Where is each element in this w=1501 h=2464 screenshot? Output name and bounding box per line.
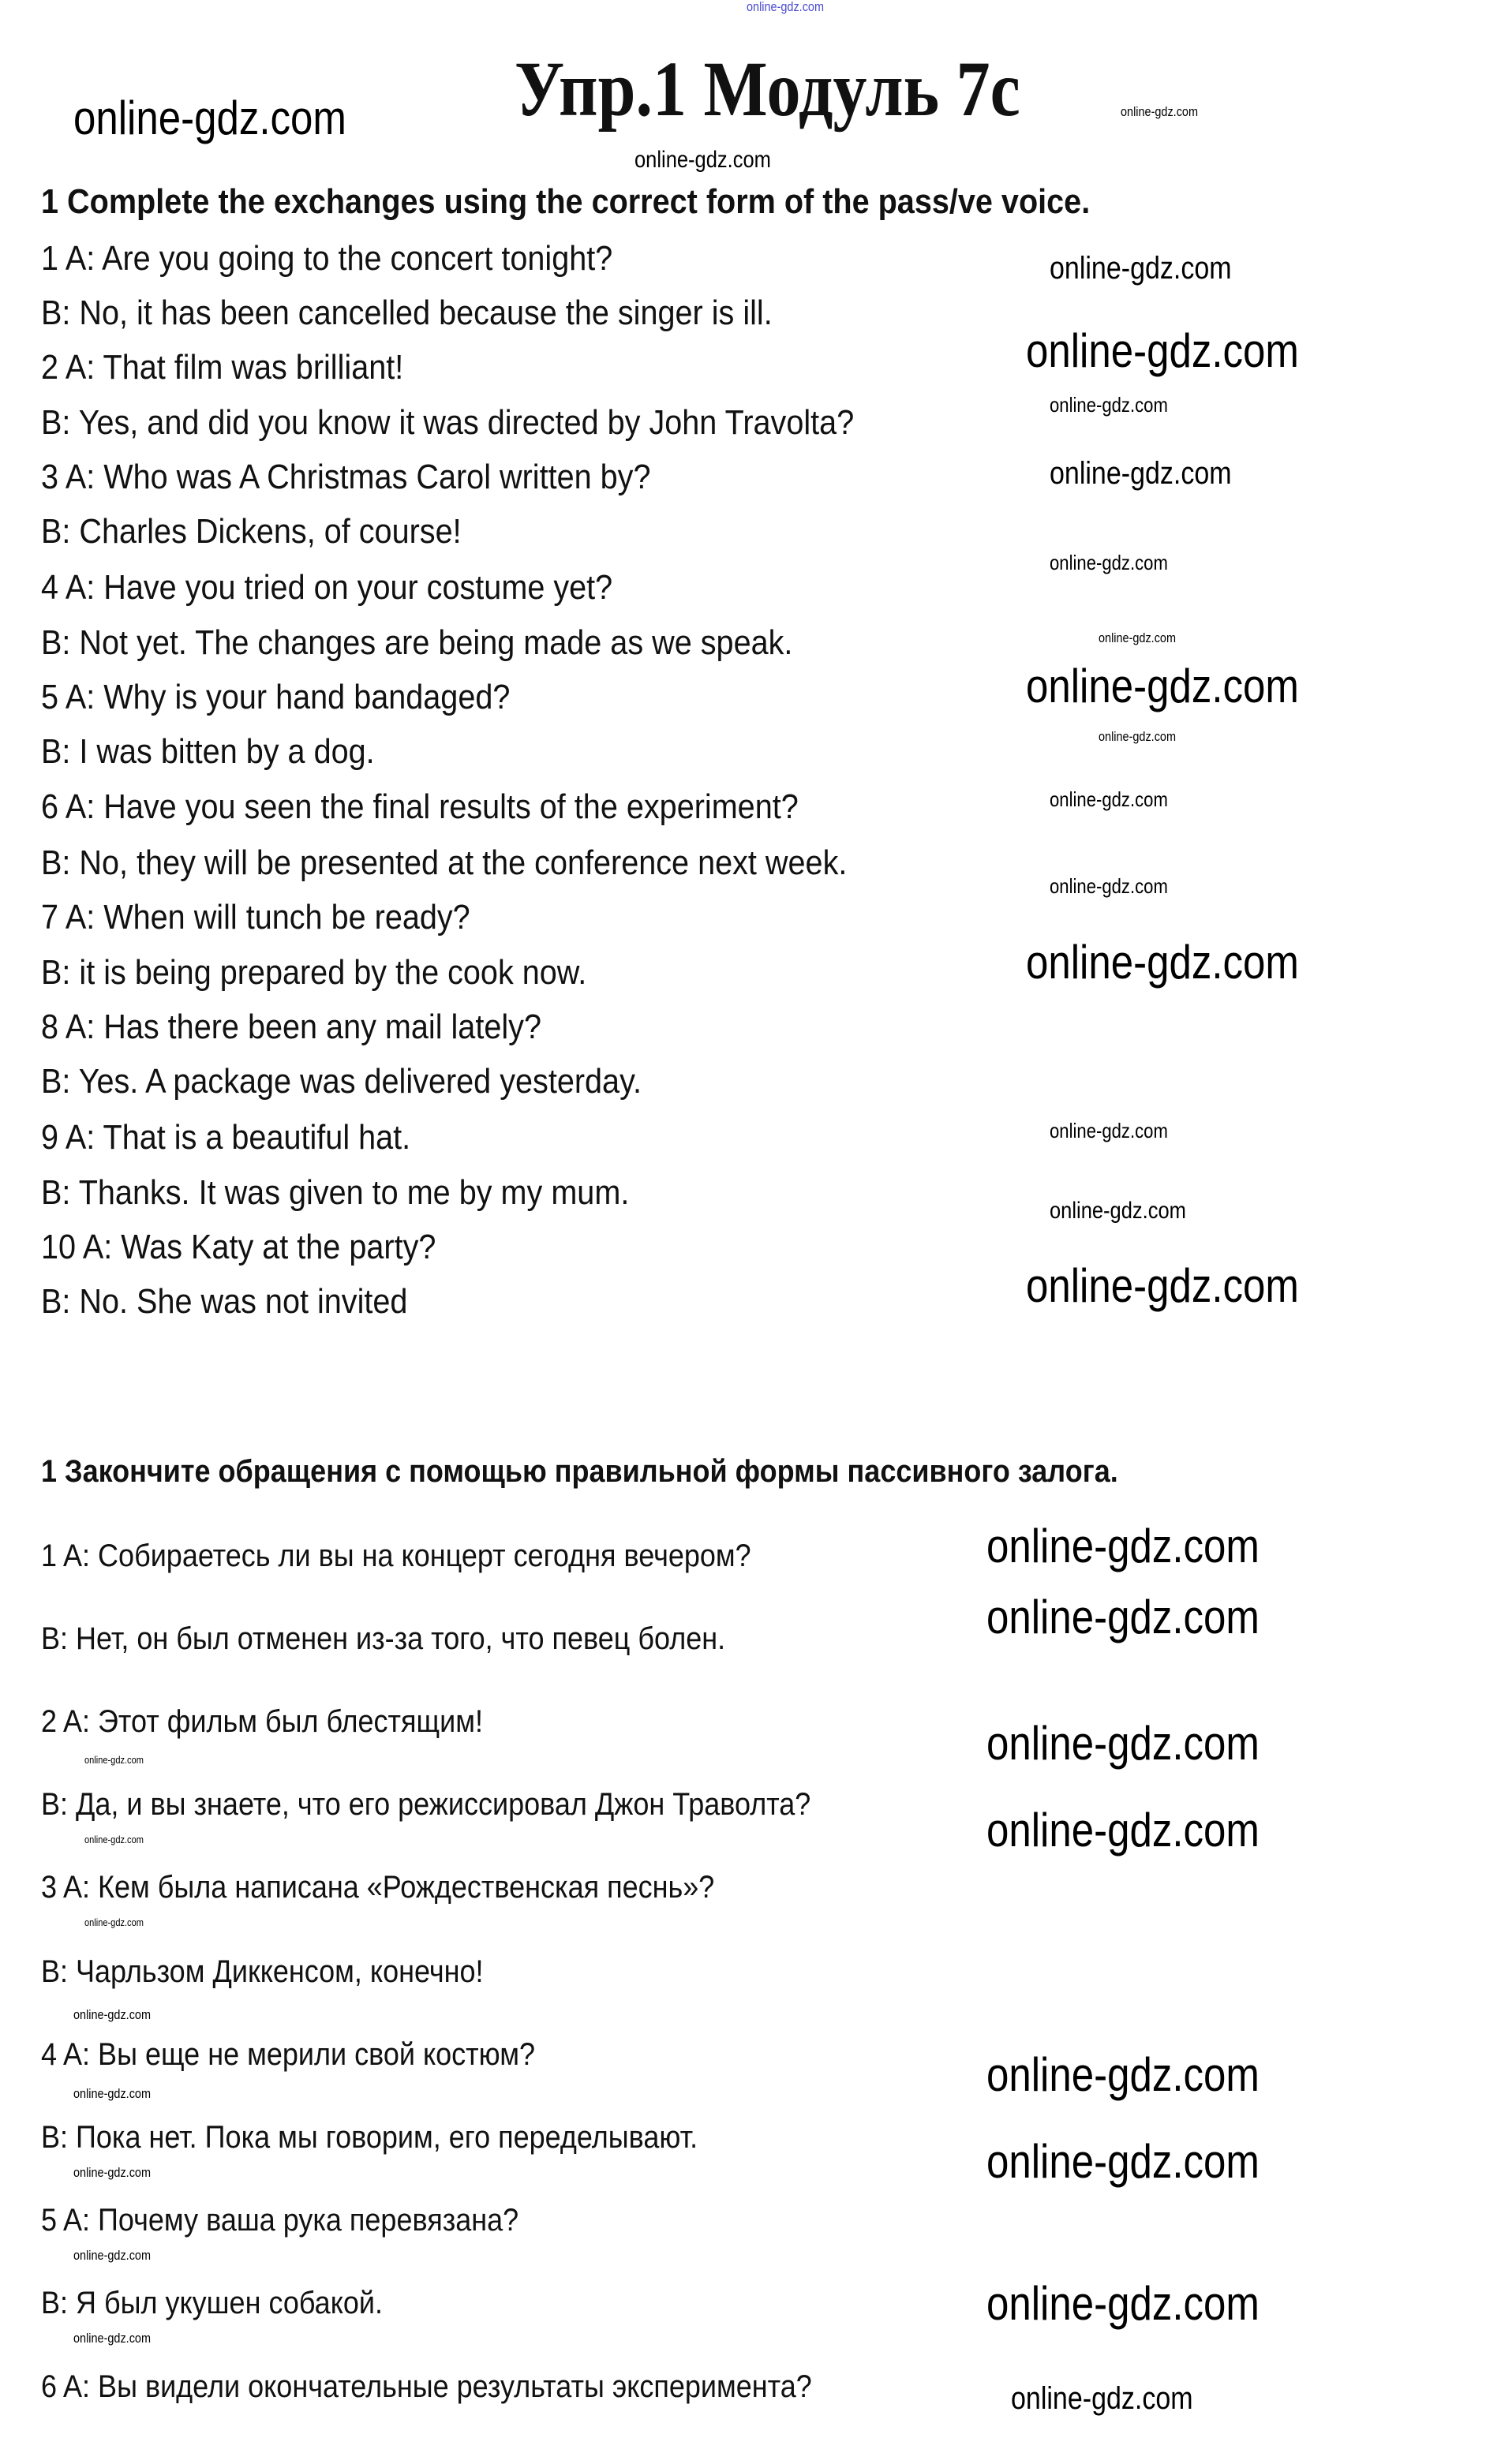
watermark: online-gdz.com — [73, 2331, 151, 2346]
watermark: online-gdz.com — [1050, 251, 1232, 286]
exchange-line: B: Нет, он был отменен из-за того, что певец болен. — [41, 1621, 726, 1656]
watermark: online-gdz.com — [1026, 1259, 1299, 1312]
watermark: online-gdz.com — [73, 92, 346, 144]
exchange-line: 7 A: When will tunch be ready? — [41, 898, 470, 937]
exercise-heading-en: 1 Complete the exchanges using the correct form of the pass/ve voice. — [41, 182, 1091, 221]
exchange-line: B: No, they will be presented at the conference next week. — [41, 843, 848, 882]
watermark: online-gdz.com — [1050, 456, 1232, 491]
exchange-line: 4 A: Have you tried on your costume yet? — [41, 568, 613, 607]
page-title: Упр.1 Модуль 7с — [515, 45, 1020, 133]
exchange-line: 8 A: Has there been any mail lately? — [41, 1008, 541, 1046]
exchange-line: B: Yes, and did you know it was directed by John Travolta? — [41, 403, 855, 442]
watermark: online-gdz.com — [986, 2135, 1260, 2188]
exchange-line: B: it is being prepared by the cook now. — [41, 953, 587, 992]
exchange-line: B: Пока нет. Пока мы говорим, его переделывают. — [41, 2120, 698, 2155]
watermark: online-gdz.com — [986, 2277, 1260, 2330]
exchange-line: 4 A: Вы еще не мерили свой костюм? — [41, 2037, 536, 2072]
watermark: online-gdz.com — [84, 1916, 144, 1928]
exchange-line: 3 A: Who was A Christmas Carol written by? — [41, 458, 651, 496]
watermark: online-gdz.com — [634, 147, 771, 173]
exchange-line: 5 A: Why is your hand bandaged? — [41, 678, 511, 716]
watermark: online-gdz.com — [1050, 551, 1168, 574]
exchange-line: B: No. She was not invited — [41, 1282, 408, 1321]
watermark: online-gdz.com — [986, 1520, 1260, 1572]
exchange-line: B: Charles Dickens, of course! — [41, 512, 462, 551]
watermark: online-gdz.com — [1099, 729, 1176, 744]
watermark: online-gdz.com — [1099, 630, 1176, 645]
exchange-line: 6 A: Have you seen the final results of the experiment? — [41, 787, 799, 826]
watermark: online-gdz.com — [73, 2248, 151, 2263]
watermark: online-gdz.com — [1050, 874, 1168, 898]
exchange-line: B: Я был укушен собакой. — [41, 2286, 383, 2320]
watermark: online-gdz.com — [84, 1834, 144, 1845]
watermark: online-gdz.com — [1050, 787, 1168, 811]
exchange-line: 2 A: Этот фильм был блестящим! — [41, 1704, 483, 1739]
exchange-line: B: Thanks. It was given to me by my mum. — [41, 1173, 630, 1212]
watermark: online-gdz.com — [1011, 2381, 1193, 2416]
exchange-line: 10 A: Was Katy at the party? — [41, 1228, 436, 1266]
watermark: online-gdz.com — [84, 1754, 144, 1766]
exchange-line: B: Not yet. The changes are being made as we speak. — [41, 623, 793, 662]
exchange-line: 9 A: That is a beautiful hat. — [41, 1118, 411, 1157]
watermark: online-gdz.com — [73, 2086, 151, 2101]
exchange-line: 1 A: Собираетесь ли вы на концерт сегодня вечером? — [41, 1539, 751, 1573]
exchange-line: 5 A: Почему ваша рука перевязана? — [41, 2203, 519, 2238]
watermark: online-gdz.com — [1050, 393, 1168, 417]
exchange-line: 2 A: That film was brilliant! — [41, 348, 404, 387]
watermark: online-gdz.com — [1026, 660, 1299, 712]
watermark: online-gdz.com — [73, 2007, 151, 2022]
watermark: online-gdz.com — [1026, 324, 1299, 377]
exchange-line: B: Yes. A package was delivered yesterday. — [41, 1062, 642, 1101]
watermark: online-gdz.com — [1050, 1119, 1168, 1142]
exchange-line: 1 A: Are you going to the concert tonight? — [41, 239, 613, 278]
exchange-line: 3 A: Кем была написана «Рождественская песнь»? — [41, 1870, 715, 1905]
exchange-line: B: Чарльзом Диккенсом, конечно! — [41, 1954, 484, 1989]
watermark: online-gdz.com — [1050, 1198, 1186, 1224]
exchange-line: B: Да, и вы знаете, что его режиссировал Джон Траволта? — [41, 1787, 811, 1822]
watermark: online-gdz.com — [747, 0, 824, 14]
watermark: online-gdz.com — [986, 1717, 1260, 1770]
exchange-line: 6 A: Вы видели окончательные результаты эксперимента? — [41, 2369, 812, 2404]
exchange-line: B: I was bitten by a dog. — [41, 732, 375, 771]
watermark: online-gdz.com — [1121, 104, 1198, 119]
watermark: online-gdz.com — [1026, 936, 1299, 989]
watermark: online-gdz.com — [986, 1591, 1260, 1643]
exchange-line: B: No, it has been cancelled because the singer is ill. — [41, 294, 773, 332]
watermark: online-gdz.com — [73, 2165, 151, 2180]
watermark: online-gdz.com — [986, 1804, 1260, 1856]
watermark: online-gdz.com — [986, 2048, 1260, 2101]
exercise-heading-ru: 1 Закончите обращения с помощью правильной формы пассивного залога. — [41, 1454, 1118, 1489]
